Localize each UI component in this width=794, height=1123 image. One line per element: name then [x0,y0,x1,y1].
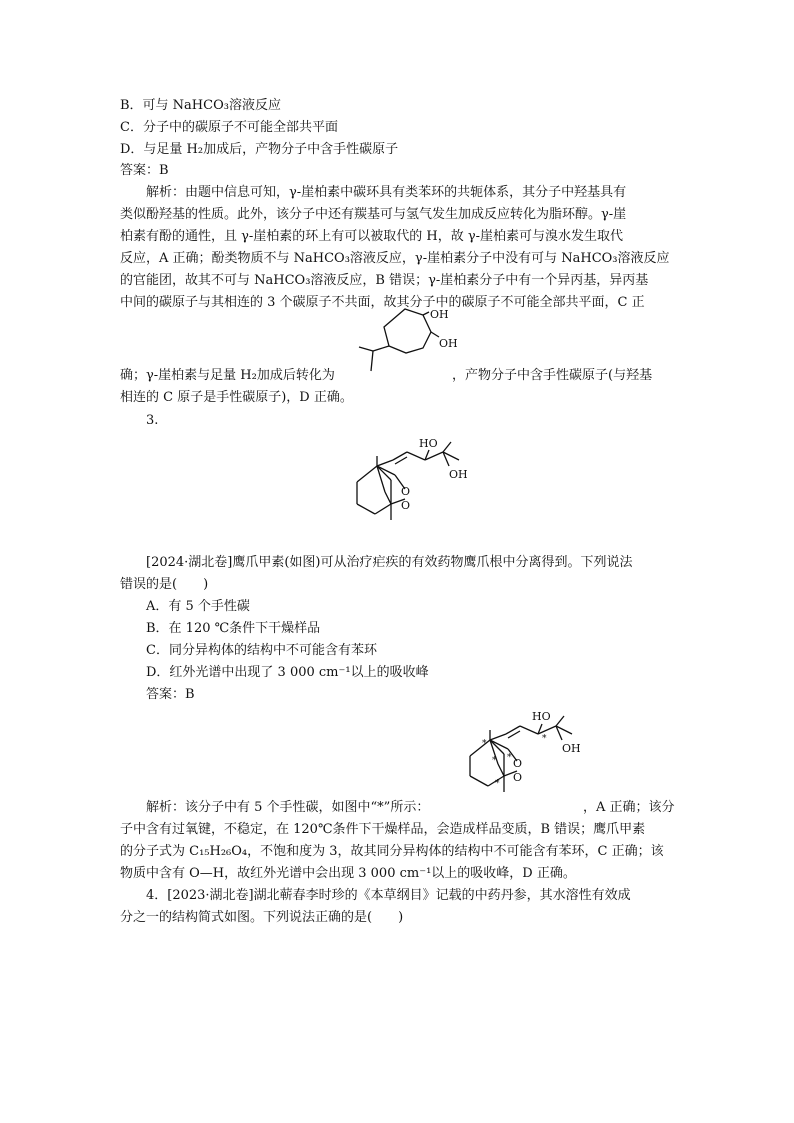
q3-option-a: A．有 5 个手性碳 [146,599,250,614]
chiral-star: * [507,753,512,763]
hydrogenated-product-structure [355,303,465,383]
peroxide-o-label: O [401,499,411,512]
q3-option-d: D．红外光谱中出现了 3 000 cm⁻¹以上的吸收峰 [146,665,429,680]
peroxide-o-label: O [513,757,523,770]
q2-explanation-line: 中间的碳原子与其相连的 3 个碳原子不共面，故其分子中的碳原子不可能全部共平面，C 正 [120,295,645,310]
q2-explanation-line: 反应，A 正确；酚类物质不与 NaHCO₃溶液反应，γ-崖柏素分子中没有可与 NaHCO₃溶液反应 [120,251,670,266]
peroxide-o-label: O [401,485,411,498]
q2-explanation-line: 的官能团，故其不可与 NaHCO₃溶液反应，B 错误；γ-崖柏素分子中有一个异丙基，异丙基 [120,273,649,288]
ho-label: HO [532,710,551,723]
q3-stem-line2: 错误的是( ) [120,577,209,592]
yingzhaosu-structure [345,432,485,542]
q3-explanation-line2: 子中含有过氧键，不稳定，在 120℃条件下干燥样品，会造成样品变质，B 错误；鹰爪甲素 [120,822,646,837]
q2-explanation-line: 解析：由题中信息可知，γ-崖柏素中碳环具有类苯环的共轭体系，其分子中羟基具有 [146,185,627,200]
q3-explanation-line3: 的分子式为 C₁₅H₂₆O₄，不饱和度为 3，故其同分异构体的结构中不可能含有苯环，C 正确；该 [120,844,664,859]
q2-explanation-cont-right: ，产物分子中含手性碳原子(与羟基 [452,368,653,383]
q2-option-b: B．可与 NaHCO₃溶液反应 [120,98,281,113]
q2-explanation-cont-left: 确；γ-崖柏素与足量 H₂加成后转化为 [120,368,335,383]
oh-label: OH [562,742,581,755]
q4-stem-line2: 分之一的结构简式如图。下列说法正确的是( ) [120,910,404,925]
oh-label-side: OH [439,337,458,350]
chiral-star: * [482,739,487,749]
q2-explanation-line: 类似酚羟基的性质。此外，该分子中还有羰基可与氢气发生加成反应转化为脂环醇。γ-崖 [120,207,627,222]
chiral-star: * [492,756,497,766]
peroxide-o-label: O [513,771,523,784]
q2-explanation-end: 相连的 C 原子是手性碳原子)，D 正确。 [120,390,353,405]
q3-option-c: C．同分异构体的结构中不可能含有苯环 [146,643,377,658]
q3-answer: 答案：B [146,687,195,702]
chiral-star: * [495,779,500,789]
ho-label: HO [419,437,438,450]
chiral-star: * [542,734,547,744]
q2-explanation-line: 柏素有酚的通性，且 γ-崖柏素的环上有可以被取代的 H，故 γ-崖柏素可与溴水发生取代 [120,229,624,244]
q2-option-d: D．与足量 H₂加成后，产物分子中含手性碳原子 [120,142,399,157]
q3-explanation-line1-left: 解析：该分子中有 5 个手性碳，如图中“*”所示： [146,800,430,815]
q3-stem-line1: [2024·湖北卷]鹰爪甲素(如图)可从治疗疟疾的有效药物鹰爪根中分离得到。下列说法 [146,555,633,570]
q2-answer: 答案：B [120,163,169,178]
q3-explanation-line1-right: ，A 正确；该分 [583,800,675,815]
yingzhaosu-chiral-structure [460,708,600,808]
q2-option-c: C．分子中的碳原子不可能全部共平面 [120,120,338,135]
q3-number: 3. [146,413,159,428]
oh-label: OH [449,468,468,481]
q3-option-b: B．在 120 ℃条件下干燥样品 [146,621,321,636]
oh-label-top: OH [430,308,449,321]
q4-stem-line1: 4．[2023·湖北卷]湖北蕲春李时珍的《本草纲目》记载的中药丹参，其水溶性有效成 [146,888,631,903]
q3-explanation-line4: 物质中含有 O—H，故红外光谱中会出现 3 000 cm⁻¹以上的吸收峰，D 正确。 [120,866,576,881]
